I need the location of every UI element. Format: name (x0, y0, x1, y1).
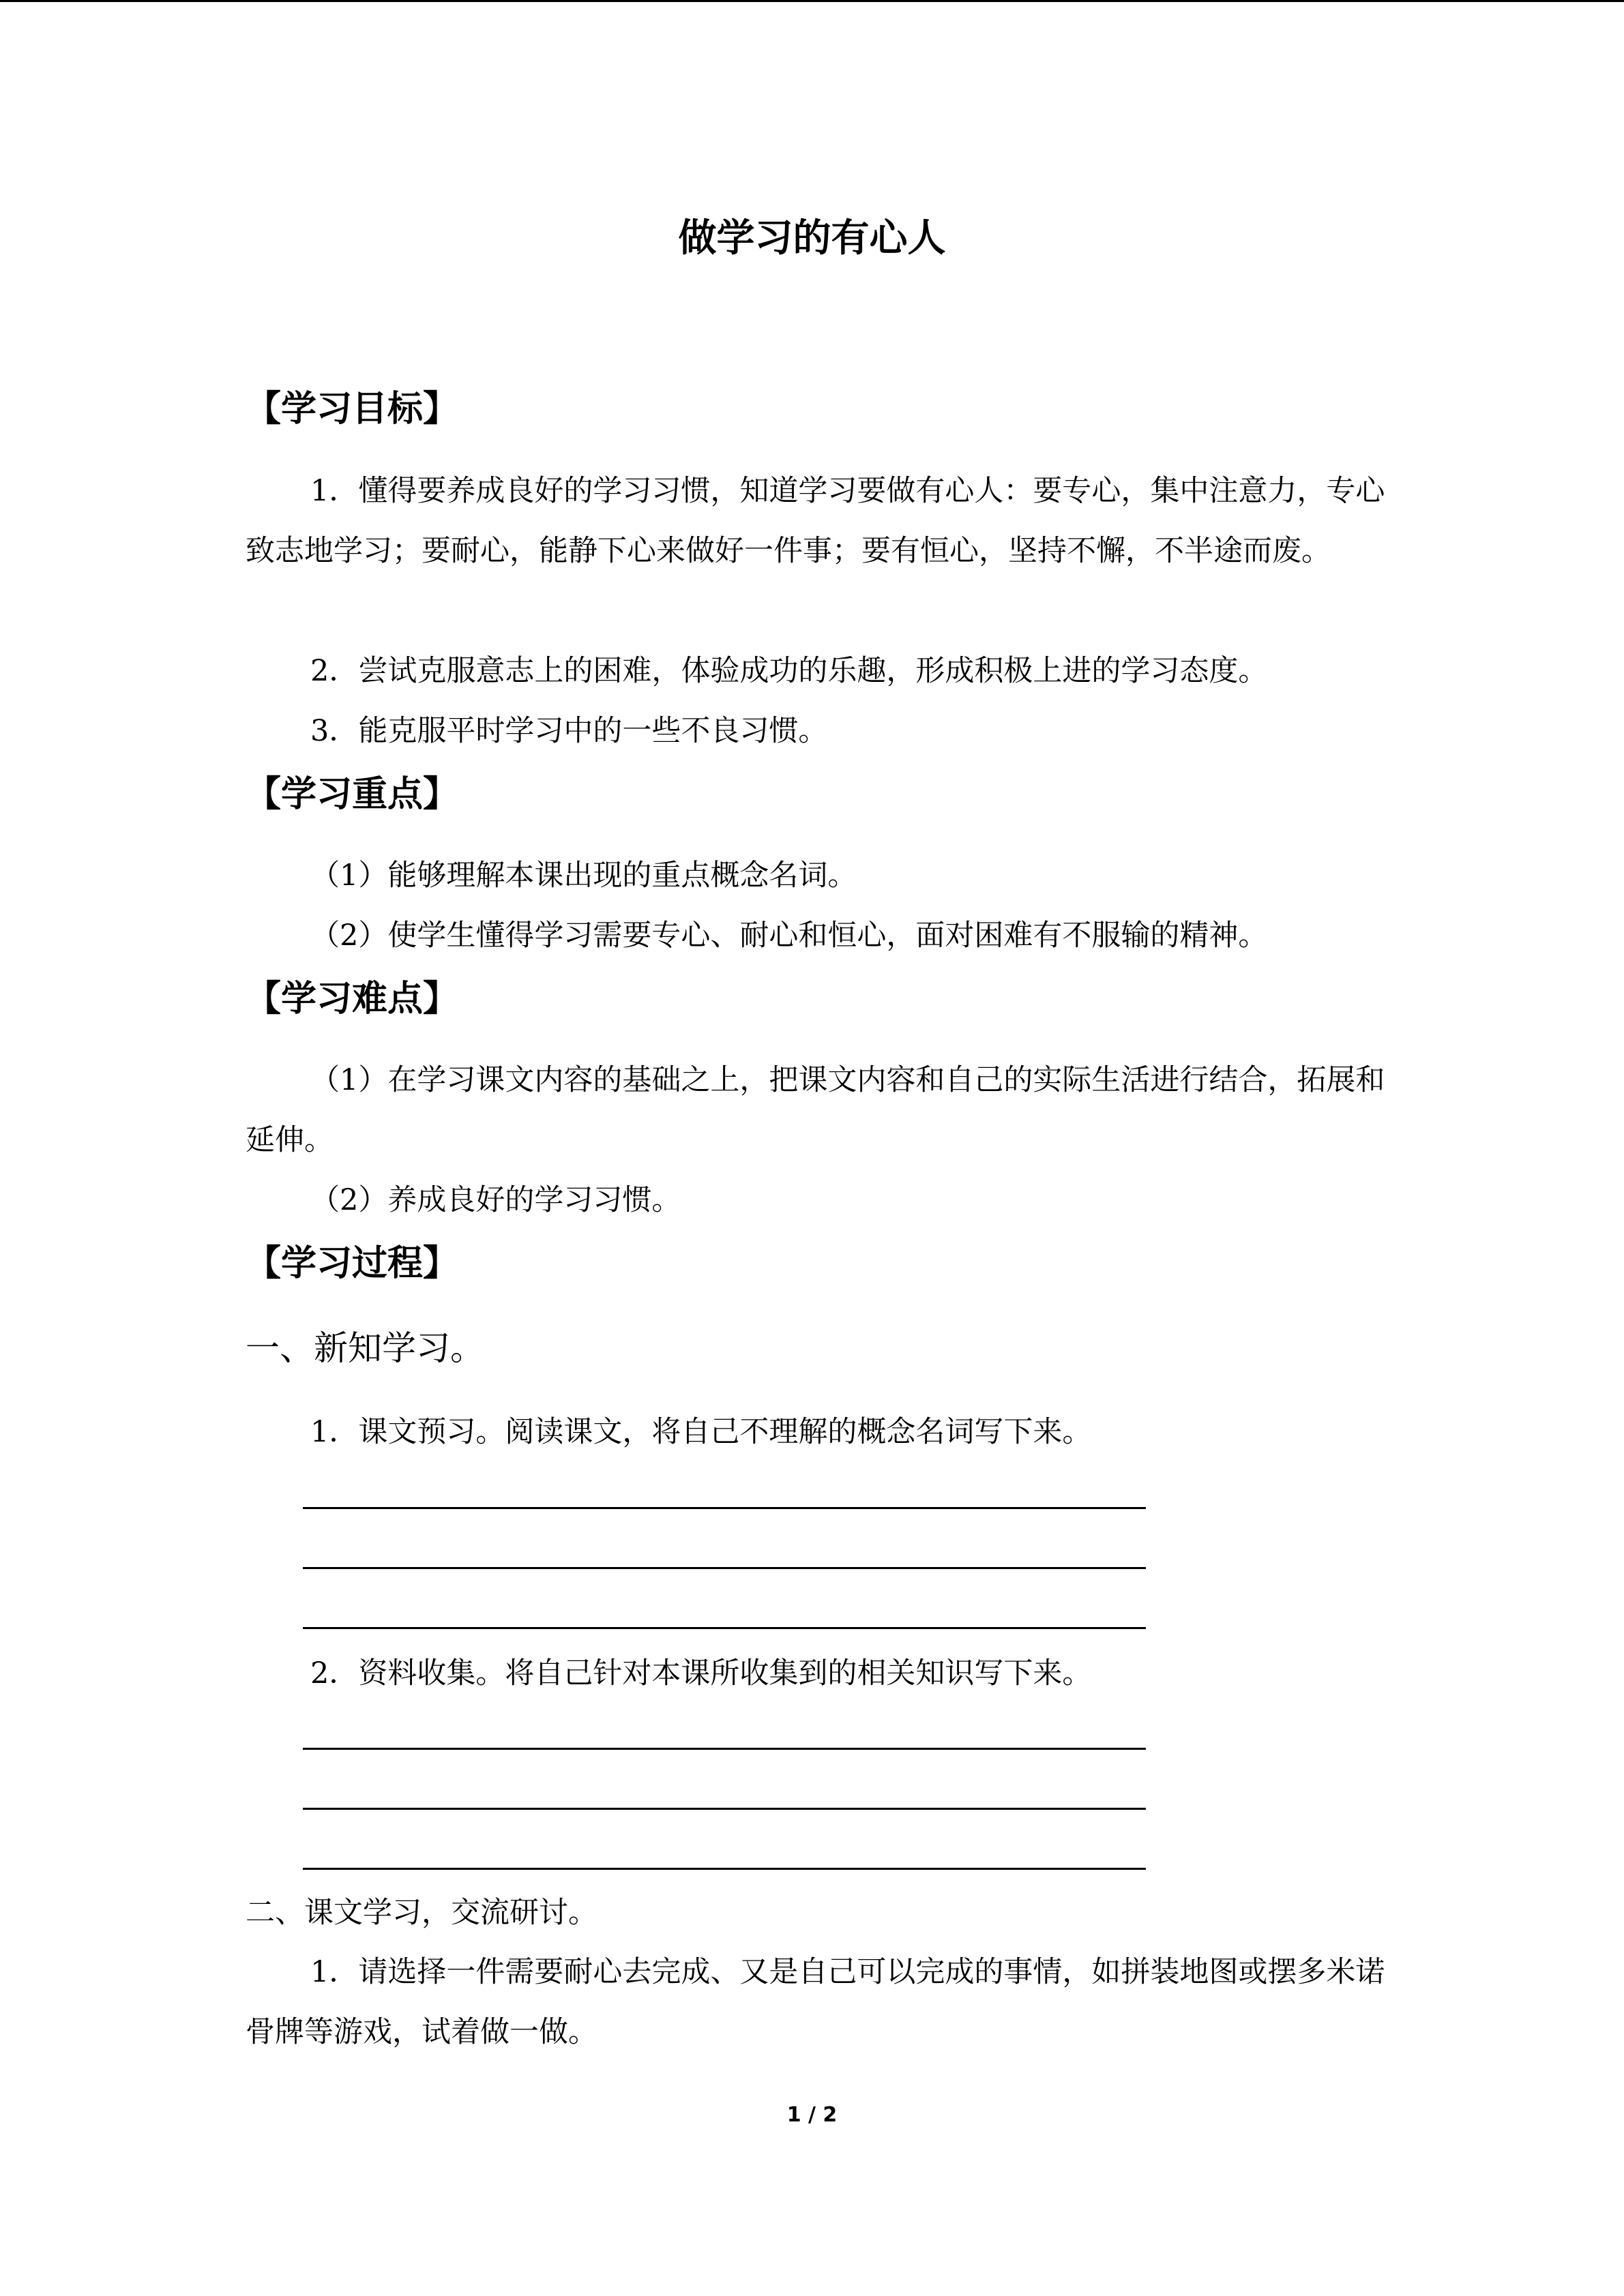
answer-line[interactable] (303, 1627, 1146, 1629)
answer-line[interactable] (303, 1868, 1146, 1870)
answer-line[interactable] (303, 1748, 1146, 1750)
difficulty-item-1: （1）在学习课文内容的基础之上，把课文内容和自己的实际生活进行结合，拓展和延伸。 (246, 1063, 1385, 1157)
objective-item-2: 2．尝试克服意志上的困难，体验成功的乐趣，形成积极上进的学习态度。 (310, 654, 1268, 688)
heading-difficulties: 【学习难点】 (246, 979, 459, 1019)
heading-objectives: 【学习目标】 (246, 389, 459, 430)
process-part1-title: 一、新知学习。 (246, 1328, 484, 1368)
key-point-item-1: （1）能够理解本课出现的重点概念名词。 (310, 859, 857, 893)
heading-process: 【学习过程】 (246, 1243, 459, 1284)
heading-key-points: 【学习重点】 (246, 774, 459, 815)
answer-line[interactable] (303, 1507, 1146, 1509)
process-part1-task2: 2．资料收集。将自己针对本课所收集到的相关知识写下来。 (310, 1656, 1092, 1690)
answer-line[interactable] (303, 1808, 1146, 1810)
page-title: 做学习的有心人 (678, 216, 946, 260)
objective-item-1: 1．懂得要养成良好的学习习惯，知道学习要做有心人：要专心，集中注意力，专心致志地学习；要耐心，能静下心来做好一件事；要有恒心，坚持不懈，不半途而废。 (246, 474, 1385, 568)
process-part2-task1: 1．请选择一件需要耐心去完成、又是自己可以完成的事情，如拼装地图或摆多米诺骨牌等游戏，试着做一做。 (246, 1955, 1385, 2049)
page-number: 1 / 2 (786, 2103, 838, 2127)
key-point-item-2: （2）使学生懂得学习需要专心、耐心和恒心，面对困难有不服输的精神。 (310, 919, 1268, 953)
difficulty-item-2: （2）养成良好的学习习惯。 (310, 1183, 681, 1217)
process-part2-title: 二、课文学习，交流研讨。 (246, 1896, 597, 1930)
answer-line[interactable] (303, 1567, 1146, 1569)
top-border-line (0, 0, 1624, 2)
objective-item-3: 3．能克服平时学习中的一些不良习惯。 (310, 714, 828, 748)
process-part1-task1: 1．课文预习。阅读课文，将自己不理解的概念名词写下来。 (310, 1415, 1092, 1449)
